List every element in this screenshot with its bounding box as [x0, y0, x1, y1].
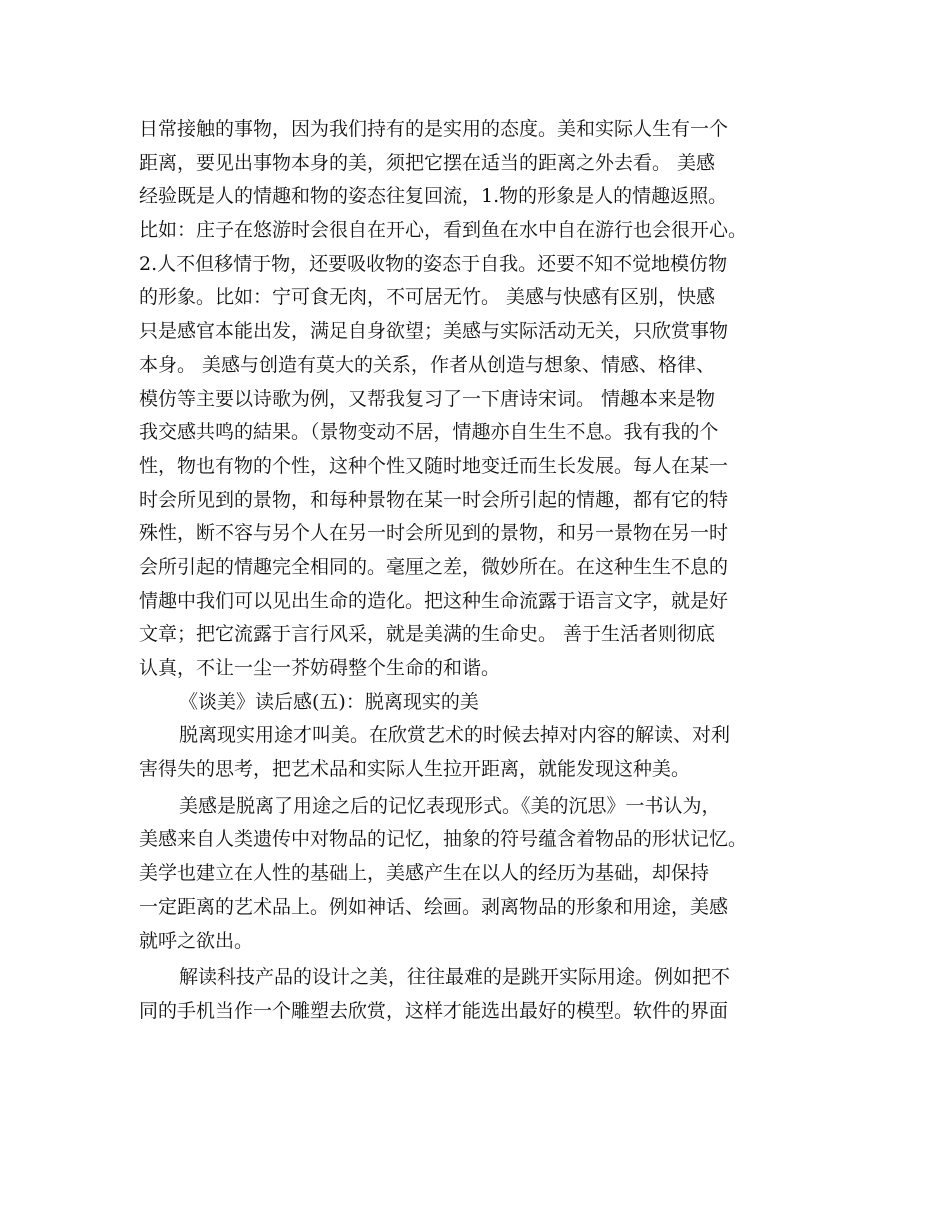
text-line: 经验既是人的情趣和物的姿态往复回流，1.物的形象是人的情趣返照。 — [139, 185, 728, 208]
text-line: 比如：庄子在悠游时会很自在开心，看到鱼在水中自在游行也会很开心。 — [139, 219, 748, 242]
text-line: 殊性，断不容与另个人在另一时会所见到的景物，和另一景物在另一时 — [139, 522, 729, 545]
text-line: 的形象。比如：宁可食无肉，不可居无竹。 美感与快感有区别，快感 — [139, 286, 716, 309]
text-line: 会所引起的情趣完全相同的。毫厘之差，微妙所在。在这种生生不息的 — [139, 555, 729, 578]
text-line: 我交感共鸣的結果。（景物变动不居，情趣亦自生生不息。我有我的个 — [139, 421, 719, 444]
text-line: 只是感官本能出发，满足自身欲望；美感与实际活动无关，只欣赏事物 — [139, 320, 729, 343]
text-line: 美感来自人类遗传中对物品的记忆，抽象的符号蕴含着物品的形状记忆。 — [139, 828, 748, 851]
paragraph-start-line: 脱离现实用途才叫美。在欣赏艺术的时候去掉对内容的解读、对利 — [179, 724, 731, 747]
text-line: 日常接触的事物，因为我们持有的是实用的态度。美和实际人生有一个 — [139, 118, 729, 140]
text-line: 一定距离的艺术品上。例如神话、绘画。剥离物品的形象和用途，美感 — [139, 895, 729, 918]
section-heading: 《谈美》读后感(五)：脱离现实的美 — [179, 690, 479, 713]
text-line: 2.人不但移情于物，还要吸收物的姿态于自我。还要不知不觉地模仿物 — [139, 252, 728, 275]
text-line: 认真，不让一尘一芥妨碍整个生命的和谐。 — [139, 657, 501, 679]
text-line: 本身。 美感与创造有莫大的关系，作者从创造与想象、情感、格律、 — [139, 353, 716, 376]
text-line: 距离，要见出事物本身的美，须把它摆在适当的距离之外去看。 美感 — [139, 151, 716, 174]
paragraph-start-line: 美感是脱离了用途之后的记忆表现形式。《美的沉思》一书认为， — [179, 794, 721, 817]
text-line: 情趣中我们可以见出生命的造化。把这种生命流露于语言文字，就是好 — [139, 589, 729, 612]
text-line: 同的手机当作一个雕塑去欣赏，这样才能选出最好的模型。软件的界面 — [139, 999, 729, 1022]
text-line: 美学也建立在人性的基础上，美感产生在以人的经历为基础，却保持 — [139, 862, 710, 885]
text-line: 性，物也有物的个性，这种个性又随时地变迁而生长发展。每人在某一 — [139, 454, 729, 477]
paragraph-start-line: 解读科技产品的设计之美，往往最难的是跳开实际用途。例如把不 — [179, 966, 731, 989]
text-line: 文章；把它流露于言行风采，就是美满的生命史。 善于生活者则彻底 — [139, 623, 716, 646]
text-line: 模仿等主要以诗歌为例，又帮我复习了一下唐诗宋词。 情趣本来是物 — [139, 387, 716, 410]
text-line: 害得失的思考，把艺术品和实际人生拉开距离，就能发现这种美。 — [139, 758, 691, 781]
body-text — [139, 113, 819, 1029]
text-line: 就呼之欲出。 — [139, 929, 254, 952]
text-line: 时会所见到的景物，和每种景物在某一时会所引起的情趣，都有它的特 — [139, 488, 729, 511]
